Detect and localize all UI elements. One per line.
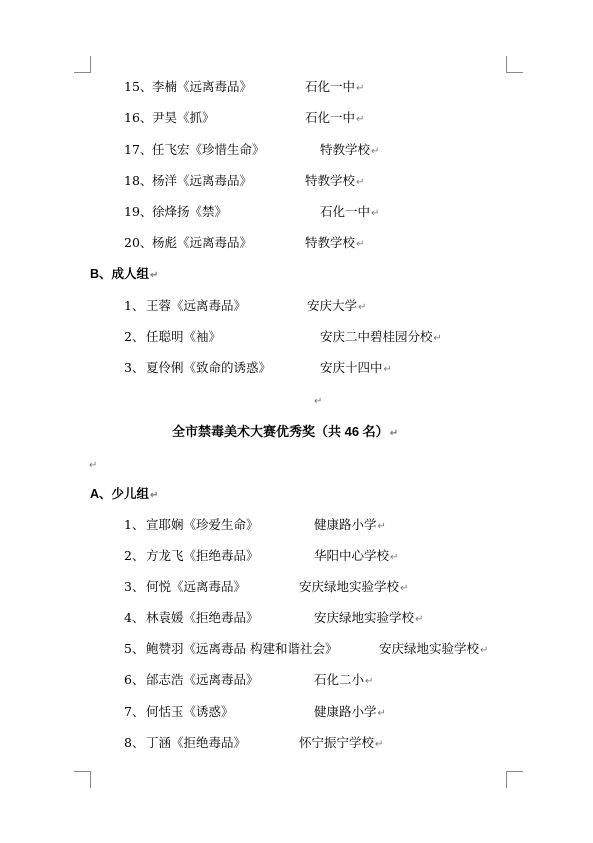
school-name: 健康路小学 <box>314 704 377 719</box>
paragraph-mark-icon: ↵ <box>371 208 380 219</box>
paragraph-mark-icon: ↵ <box>377 521 386 532</box>
item-number: 4、 <box>124 610 145 625</box>
school-name: 特教学校 <box>320 142 371 157</box>
school-name: 安庆十四中 <box>320 360 383 375</box>
paragraph-mark-icon: ↵ <box>375 739 384 750</box>
paragraph-mark-icon: ↵ <box>89 460 98 471</box>
margin-corner-bottom-left <box>74 771 91 788</box>
paragraph-mark-icon: ↵ <box>389 428 399 439</box>
school-name: 安庆绿地实验学校 <box>379 641 480 656</box>
school-name: 安庆绿地实验学校 <box>314 610 415 625</box>
school-name: 华阳中心学校 <box>314 548 390 563</box>
entry-title: 方龙飞《拒绝毒品》 <box>146 548 259 563</box>
item-number: 19、 <box>124 204 153 219</box>
item-number: 3、 <box>124 360 145 375</box>
item-number: 20、 <box>124 235 153 250</box>
margin-corner-top-left <box>74 56 91 73</box>
group-heading-adult <box>90 266 158 284</box>
entry-title: 杨洋《远离毒品》 <box>152 173 253 188</box>
item-number: 1、 <box>124 298 145 313</box>
paragraph-mark-icon: ↵ <box>356 177 365 188</box>
school-name: 健康路小学 <box>314 517 377 532</box>
item-number: 1、 <box>124 517 145 532</box>
item-number: 6、 <box>124 672 145 687</box>
school-name: 石化一中 <box>305 79 356 94</box>
school-name: 石化一中 <box>320 204 371 219</box>
group-heading-children <box>90 486 158 504</box>
paragraph-mark-icon: ↵ <box>383 364 392 375</box>
school-name: 石化一中 <box>305 110 356 125</box>
entry-title: 王蓉《远离毒品》 <box>146 298 247 313</box>
group-label: A、少儿组 <box>90 487 150 501</box>
paragraph-mark-icon: ↵ <box>415 614 424 625</box>
entry-title: 徐烽扬《禁》 <box>152 204 228 219</box>
item-number: 15、 <box>124 79 153 94</box>
entry-title: 宣耶娴《珍爱生命》 <box>146 517 259 532</box>
paragraph-mark-icon: ↵ <box>400 583 409 594</box>
paragraph-mark-icon: ↵ <box>480 645 489 656</box>
margin-corner-bottom-right <box>506 771 523 788</box>
entry-title: 尹昊《抓》 <box>152 110 215 125</box>
section-title <box>172 424 398 442</box>
entry-title: 任飞宏《珍惜生命》 <box>152 142 265 157</box>
paragraph-mark-icon: ↵ <box>356 114 365 125</box>
paragraph-mark-icon: ↵ <box>314 396 323 407</box>
paragraph-mark-icon: ↵ <box>433 333 442 344</box>
paragraph-mark-icon: ↵ <box>150 490 159 501</box>
paragraph-mark-icon: ↵ <box>356 239 365 250</box>
entry-title: 李楠《远离毒品》 <box>152 79 253 94</box>
school-name: 安庆二中碧桂园分校 <box>320 329 433 344</box>
entry-title: 何恬玉《诱惑》 <box>146 704 234 719</box>
item-number: 8、 <box>124 735 145 750</box>
paragraph-mark-icon: ↵ <box>377 708 386 719</box>
empty-paragraph <box>313 392 322 410</box>
entry-title: 林袁媛《拒绝毒品》 <box>146 610 259 625</box>
item-number: 17、 <box>124 142 153 157</box>
entry-title: 任聪明《袖》 <box>146 329 222 344</box>
entry-title: 丁涵《拒绝毒品》 <box>146 735 247 750</box>
paragraph-mark-icon: ↵ <box>356 83 365 94</box>
item-number: 5、 <box>124 641 145 656</box>
item-number: 3、 <box>124 579 145 594</box>
paragraph-mark-icon: ↵ <box>358 302 367 313</box>
school-name: 怀宁振宁学校 <box>299 735 375 750</box>
school-name: 特教学校 <box>305 173 356 188</box>
entry-title: 何悦《远离毒品》 <box>146 579 247 594</box>
entry-title: 杨彪《远离毒品》 <box>152 235 253 250</box>
school-name: 安庆大学 <box>307 298 358 313</box>
empty-paragraph <box>88 456 97 474</box>
school-name: 石化二小 <box>314 672 365 687</box>
entry-title: 邰志浩《远离毒品》 <box>146 672 259 687</box>
item-number: 2、 <box>124 329 145 344</box>
margin-corner-top-right <box>506 56 523 73</box>
paragraph-mark-icon: ↵ <box>390 552 399 563</box>
paragraph-mark-icon: ↵ <box>150 270 159 281</box>
paragraph-mark-icon: ↵ <box>371 146 380 157</box>
school-name: 安庆绿地实验学校 <box>299 579 400 594</box>
entry-title: 鲍赞羽《远离毒品 构建和谐社会》 <box>146 641 338 656</box>
group-label: B、成人组 <box>90 267 150 281</box>
item-number: 7、 <box>124 704 145 719</box>
item-number: 2、 <box>124 548 145 563</box>
entry-title: 夏伶俐《致命的诱惑》 <box>146 360 272 375</box>
paragraph-mark-icon: ↵ <box>365 676 374 687</box>
school-name: 特教学校 <box>305 235 356 250</box>
section-title-text: 全市禁毒美术大赛优秀奖（共 46 名） <box>172 424 389 439</box>
item-number: 18、 <box>124 173 153 188</box>
item-number: 16、 <box>124 110 153 125</box>
